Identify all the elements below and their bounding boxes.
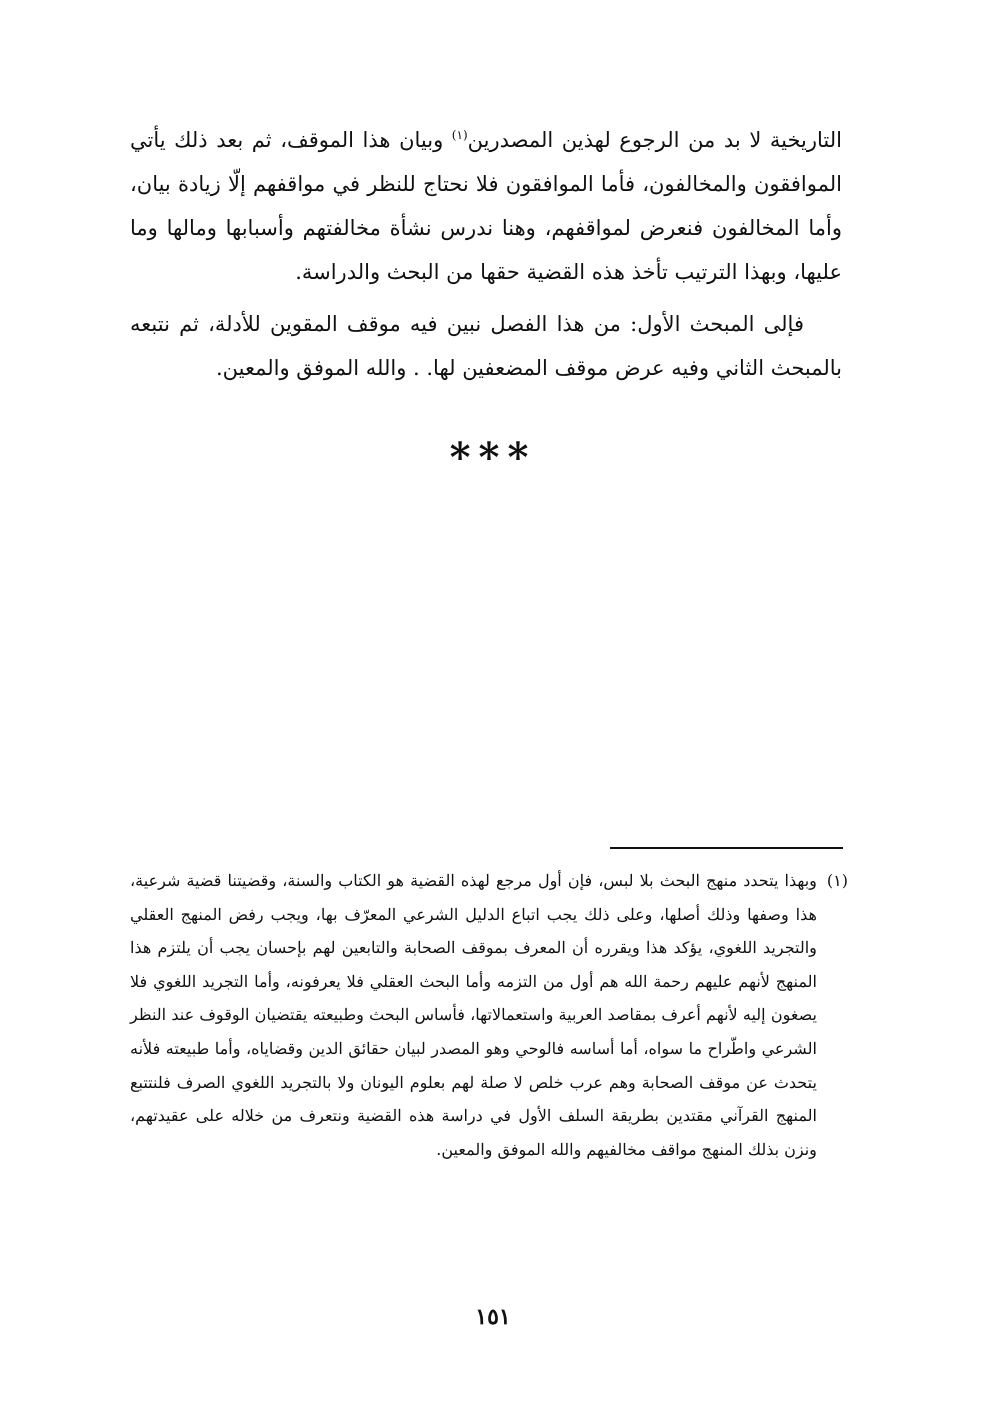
footnote-divider: [610, 847, 843, 849]
main-text: [130, 118, 842, 390]
footnote-marker: (١): [826, 871, 848, 890]
footnote-reference: (١): [451, 128, 468, 142]
footnote-text: وبهذا يتحدد منهج البحث بلا لبس، فإن أول مرجع لهذه القضية هو الكتاب والسنة، وقضيتنا قضية شرعية، هذا وصفها وذلك أصلها، وعلى ذلك يجب اتباع الدليل الشرعي المعرّف بها، ويجب رفض المنهج العقلي والتجريد اللغوي، يؤكد هذا ويقرره أن المعرف بموقف الصحابة والتابعين لهم بإحسان يجب أن يلتزم هذا المنهج لأنهم عليهم رحمة الله هم أول من التزمه وأما البحث العقلي فلا يعرفونه، وأما التجريد اللغوي فلا يصغون إليه لأنهم أعرف بمقاصد العربية واستعمالاتها، فأساس البحث وطبيعته يقتضيان الوقوف عند النظر الشرعي واطّراح ما سواه، أما أساسه فالوحي وهو المصدر لبيان حقائق الدين وقضاياه، وأما طبيعته فلأنه يتحدث عن موقف الصحابة وهم عرب خلص لا صلة لهم بعلوم اليونان ولا بالتجريد اللغوي الصرف فلنتتبع المنهج القرآني مقتدين بطريقة السلف الأول في دراسة هذه القضية ونتعرف من خلاله على عقيدتهم، ونزن بذلك المنهج مواقف مخالفيهم والله الموفق والمعين.: [130, 871, 817, 1159]
paragraph-1-text: التاريخية لا بد من الرجوع لهذين المصدرين: [467, 128, 842, 152]
page-number: ١٥١: [475, 1304, 511, 1330]
paragraph-1: [130, 118, 842, 294]
section-separator: ***: [449, 434, 537, 481]
footnote: [130, 864, 848, 1166]
paragraph-2: فإلى المبحث الأول: من هذا الفصل نبين فيه موقف المقوين للأدلة، ثم نتبعه بالمبحث الثاني وفيه عرض موقف المضعفين لها. . والله الموفق والمعين.: [130, 312, 842, 380]
paragraph-1-continuation: وبيان هذا الموقف، ثم بعد ذلك يأتي الموافقون والمخالفون، فأما الموافقون فلا نحتاج للنظر في مواقفهم إلّا زيادة بيان، وأما المخالفون فنعرض لمواقفهم، وهنا ندرس نشأة مخالفتهم وأسبابها ومالها وما عليها، وبهذا الترتيب تأخذ هذه القضية حقها من البحث والدراسة.: [130, 128, 842, 284]
